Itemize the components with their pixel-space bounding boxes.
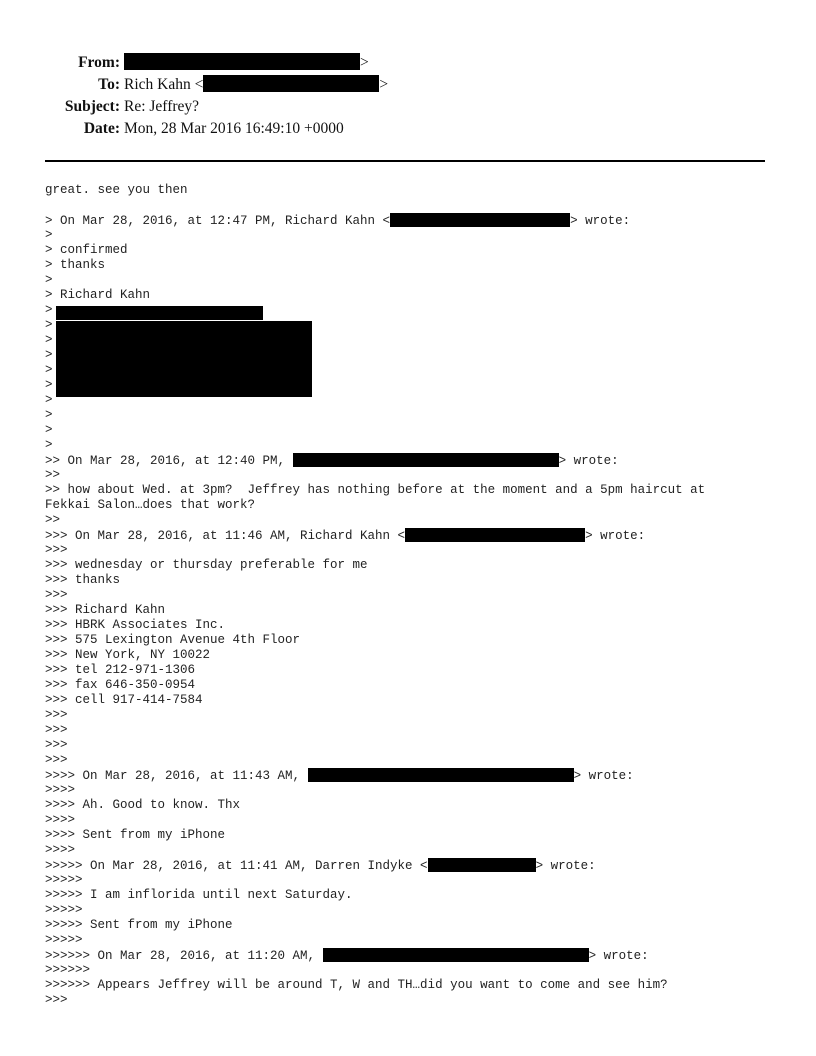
signature-line: >>> cell 917-414-7584 [45,693,203,707]
redaction-bar [308,768,574,782]
signature-line: >>> Richard Kahn [45,603,166,617]
body-line: > [45,303,53,317]
redaction-bar [56,306,263,320]
body-line: >>>>> I am inflorida until next Saturday. [45,888,353,902]
body-line: >>>> [45,843,76,857]
body-line: great. see you then [45,183,188,197]
body-line: > [45,438,53,452]
redaction-bar [390,213,570,227]
to-value [124,74,388,96]
quote-header-line: >>>>> On Mar 28, 2016, at 11:41 AM, Darren Indyke < > wrote: [45,859,596,873]
to-close-bracket: > [379,76,389,93]
signature-line: >>> New York, NY 10022 [45,648,211,662]
to-row [0,74,816,96]
quote-header-line: >>>>>> On Mar 28, 2016, at 11:20 AM, > wrote: [45,949,649,963]
date-value: Mon, 28 Mar 2016 16:49:10 +0000 [124,120,344,137]
redaction-bar [323,948,589,962]
to-recipient-name: Rich Kahn < [124,76,204,93]
body-line: >>>>> [45,903,83,917]
quote-header-line: >>> On Mar 28, 2016, at 11:46 AM, Richard Kahn < > wrote: [45,529,646,543]
body-line: >>> [45,543,68,557]
body-line: >>> wednesday or thursday preferable for me [45,558,368,572]
signature-line: >>> fax 646-350-0954 [45,678,196,692]
subject-row [0,96,816,118]
body-line: >>>> [45,783,76,797]
body-line: >>> [45,708,68,722]
quote-header-line: > On Mar 28, 2016, at 12:47 PM, Richard Kahn < > wrote: [45,214,631,228]
header-divider [45,160,765,162]
body-line: > Richard Kahn [45,288,151,302]
body-line: >> [45,468,61,482]
body-line: > [45,348,53,362]
body-line: >>>> Sent from my iPhone [45,828,226,842]
body-line: >> how about Wed. at 3pm? Jeffrey has nothing before at the moment and a 5pm haircut at [45,483,706,497]
body-line: >>> [45,753,68,767]
body-line: > thanks [45,258,106,272]
body-line: Fekkai Salon…does that work? [45,498,256,512]
body-line: >>>>> Sent from my iPhone [45,918,233,932]
redaction-bar [405,528,585,542]
body-line: >>> [45,738,68,752]
redaction-bar [203,75,379,92]
date-label: Date: [83,120,120,137]
body-line: >>> [45,723,68,737]
body-line: >>> thanks [45,573,121,587]
body-line: >> [45,513,61,527]
redaction-bar [124,53,360,70]
body-line: > [45,408,53,422]
quote-header-line: >>>> On Mar 28, 2016, at 11:43 AM, > wrote: [45,769,634,783]
subject-value: Re: Jeffrey? [124,98,200,115]
body-line: > [45,333,53,347]
from-close-bracket: > [360,54,369,71]
body-line [45,198,785,213]
from-row [0,52,816,74]
from-label: From: [78,54,120,71]
redaction-bar [428,858,536,872]
body-line: > [45,423,53,437]
quote-header-line: >> On Mar 28, 2016, at 12:40 PM, > wrote: [45,454,619,468]
body-line: >>>>> [45,873,83,887]
body-line: >>>> Ah. Good to know. Thx [45,798,241,812]
body-line: >>>>>> [45,963,91,977]
signature-line: >>> tel 212-971-1306 [45,663,196,677]
body-line: > [45,273,53,287]
body-line: > [45,393,53,407]
body-line: >>> [45,993,68,1007]
signature-line: >>> HBRK Associates Inc. [45,618,226,632]
body-line: >>> [45,588,68,602]
body-line: > [45,363,53,377]
date-row [0,118,816,140]
subject-label: Subject: [64,98,120,115]
body-line: > [45,228,53,242]
signature-line: >>> 575 Lexington Avenue 4th Floor [45,633,301,647]
to-label: To: [98,76,120,93]
body-line: >>>>> [45,933,83,947]
body-line: >>>> [45,813,76,827]
body-line: > confirmed [45,243,128,257]
body-line: >>>>>> Appears Jeffrey will be around T, W and TH…did you want to come and see him? [45,978,668,992]
redaction-bar [293,453,559,467]
from-value [124,52,369,74]
body-line: > [45,378,53,392]
redaction-block [56,321,312,397]
body-line: > [45,318,53,332]
